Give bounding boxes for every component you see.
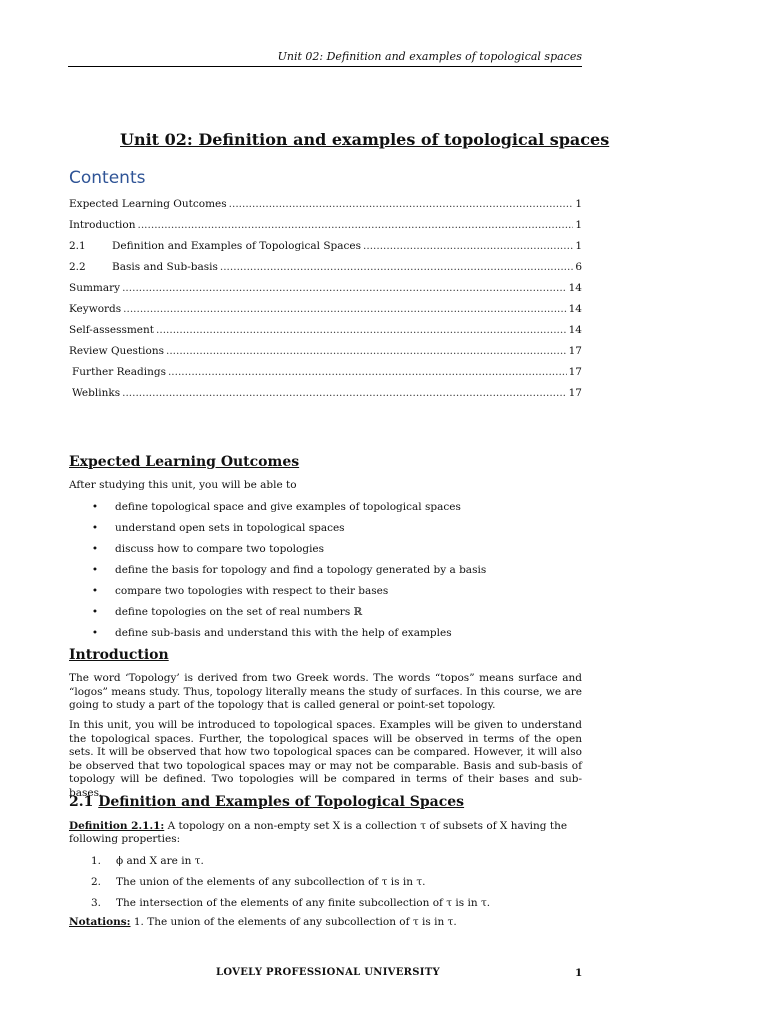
running-head: Unit 02: Definition and examples of topological spaces <box>68 50 582 67</box>
toc-label: Self-assessment <box>69 324 155 336</box>
notations <box>69 916 457 928</box>
bullet-icon: • <box>91 584 99 597</box>
outcome-text: define the basis for topology and find a topology generated by a basis <box>115 563 487 576</box>
toc-entry[interactable] <box>69 303 582 324</box>
item-number: 1. <box>91 854 102 867</box>
toc-page: 14 <box>568 303 582 315</box>
toc-label: Weblinks <box>72 387 121 399</box>
list-item <box>69 871 582 892</box>
list-item <box>69 622 582 643</box>
toc-page: 6 <box>575 261 582 273</box>
toc-leader <box>138 219 574 231</box>
item-text: ϕ and X are in τ. <box>116 854 204 867</box>
footer-page-number: 1 <box>575 967 583 979</box>
outcome-text: define topologies on the set of real numbers ℝ <box>115 605 363 618</box>
list-item <box>69 559 582 580</box>
item-text: The union of the elements of any subcollection of τ is in τ. <box>116 875 426 888</box>
introduction-paragraph-1: The word ‘Topology’ is derived from two Greek words. The words “topos” means surface and “logos” means study. Thus, topology literally means the study of surfaces. In this course, we are going to study a part of the topology that is called general or point-set topology. <box>69 672 582 711</box>
toc-leader <box>156 324 567 336</box>
toc-page: 17 <box>568 345 582 357</box>
definition-text: A topology on a non-empty set X is a collection τ of subsets of X having the following properties: <box>69 820 568 845</box>
bullet-icon: • <box>91 542 99 555</box>
toc-entry[interactable] <box>69 366 582 387</box>
definition-2-1-1 <box>69 820 582 846</box>
list-item <box>69 892 582 913</box>
list-item <box>69 538 582 559</box>
footer-university: LOVELY PROFESSIONAL UNIVERSITY <box>216 967 440 978</box>
toc-page: 1 <box>575 219 582 231</box>
toc-leader <box>168 366 567 378</box>
list-item <box>69 580 582 601</box>
toc-label: Basis and Sub-basis <box>112 261 218 273</box>
item-text: The intersection of the elements of any finite subcollection of τ is in τ. <box>116 896 491 909</box>
item-number: 2. <box>91 875 102 888</box>
toc-leader <box>220 261 573 273</box>
toc-entry[interactable] <box>69 219 582 240</box>
list-item <box>69 496 582 517</box>
table-of-contents <box>69 198 582 408</box>
toc-label: Expected Learning Outcomes <box>69 198 227 210</box>
toc-label: Review Questions <box>69 345 164 357</box>
list-item <box>69 850 582 871</box>
list-item <box>69 601 582 622</box>
toc-entry[interactable] <box>69 282 582 303</box>
toc-number: 2.2 <box>69 261 86 273</box>
outcomes-heading: Expected Learning Outcomes <box>69 454 300 470</box>
toc-entry[interactable] <box>69 345 582 366</box>
outcomes-intro: After studying this unit, you will be able to <box>69 479 297 491</box>
toc-label: Keywords <box>69 303 122 315</box>
toc-label: Introduction <box>69 219 136 231</box>
list-item <box>69 517 582 538</box>
toc-page: 1 <box>575 198 582 210</box>
toc-leader <box>123 303 566 315</box>
toc-entry[interactable] <box>69 240 582 261</box>
section-number: 2.1 <box>69 794 94 810</box>
toc-number: 2.1 <box>69 240 86 252</box>
contents-heading: Contents <box>69 168 146 188</box>
toc-entry[interactable] <box>69 261 582 282</box>
toc-label: Summary <box>69 282 121 294</box>
outcome-text: understand open sets in topological spaces <box>115 521 345 534</box>
outcome-text: define sub-basis and understand this with the help of examples <box>115 626 452 639</box>
section-2-1-heading <box>69 794 464 810</box>
toc-page: 1 <box>575 240 582 252</box>
toc-leader <box>122 387 567 399</box>
toc-entry[interactable] <box>69 198 582 219</box>
item-number: 3. <box>91 896 102 909</box>
toc-label: Definition and Examples of Topological Spaces <box>112 240 362 252</box>
outcomes-list <box>69 496 582 643</box>
toc-page: 14 <box>568 324 582 336</box>
topology-properties-list <box>69 850 582 913</box>
toc-page: 14 <box>568 282 582 294</box>
bullet-icon: • <box>91 605 99 618</box>
toc-leader <box>122 282 567 294</box>
toc-page: 17 <box>568 366 582 378</box>
toc-leader <box>166 345 567 357</box>
section-title: Definition and Examples of Topological Spaces <box>98 794 465 810</box>
introduction-paragraph-2: In this unit, you will be introduced to topological spaces. Examples will be given to understand the topological spaces. Further, the topological spaces will be observed in terms of the open sets. It will be observed that how two topological spaces can be compared. However, it will also be observed that two topological spaces may or may not be comparable. Basis and sub-basis of topology will be defined. Two topologies will be compared in terms of their bases and sub-bases. <box>69 719 582 799</box>
notations-label: Notations: <box>69 916 131 928</box>
unit-title: Unit 02: Definition and examples of topological spaces <box>120 130 610 149</box>
definition-label: Definition 2.1.1: <box>69 820 165 832</box>
toc-leader <box>363 240 573 252</box>
bullet-icon: • <box>91 626 99 639</box>
toc-entry[interactable] <box>69 387 582 408</box>
toc-label: Further Readings <box>72 366 166 378</box>
bullet-icon: • <box>91 563 99 576</box>
bullet-icon: • <box>91 500 99 513</box>
toc-entry[interactable] <box>69 324 582 345</box>
outcome-text: define topological space and give examples of topological spaces <box>115 500 461 513</box>
bullet-icon: • <box>91 521 99 534</box>
introduction-heading: Introduction <box>69 647 169 663</box>
toc-page: 17 <box>568 387 582 399</box>
outcome-text: discuss how to compare two topologies <box>115 542 325 555</box>
outcome-text: compare two topologies with respect to their bases <box>115 584 389 597</box>
notations-text: 1. The union of the elements of any subcollection of τ is in τ. <box>130 916 457 928</box>
toc-leader <box>229 198 574 210</box>
